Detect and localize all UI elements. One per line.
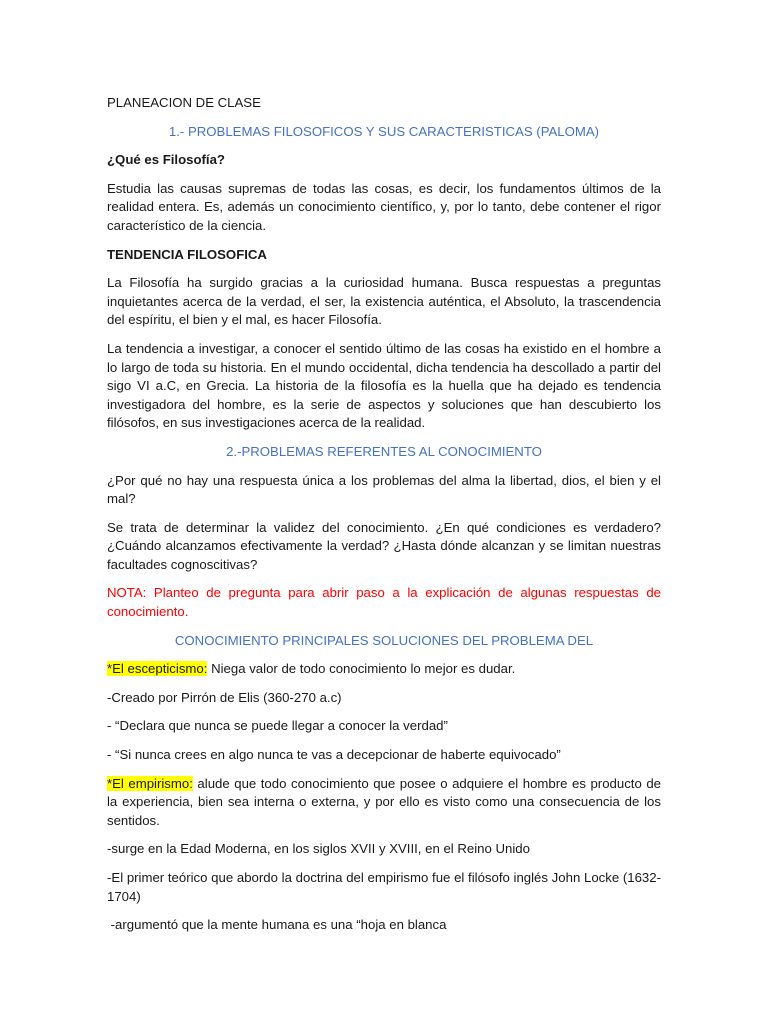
escepticismo-text: Niega valor de todo conocimiento lo mejor es dudar. (207, 661, 516, 677)
paragraph-historia: La tendencia a investigar, a conocer el sentido último de las cosas ha existido en el hombre a lo largo de toda su historia. En el mundo occidental, dicha tendencia ha descollado a partir del sigo VI a.C, en Grecia. La historia de la filosofía es la huella que ha dejado es tendencia investigadora del hombre, es la serie de aspectos y soluciones que han descubierto los filósofos, en sus investigaciones acerca de la realidad. (107, 340, 661, 431)
paragraph-validez: Se trata de determinar la validez del conocimiento. ¿En qué condiciones es verdadero? ¿Cuándo alcanzamos efectivamente la verdad? ¿Hasta dónde alcanzan y se limitan nuestras facultades cognoscitivas? (107, 519, 661, 572)
subheading-tendencia: TENDENCIA FILOSOFICA (107, 246, 267, 262)
doc-title: PLANEACION DE CLASE (107, 95, 261, 110)
escepticismo-definition (107, 660, 661, 679)
section-heading-1: 1.- PROBLEMAS FILOSOFICOS Y SUS CARACTERISTICAS (PALOMA) (168, 123, 600, 139)
question-heading: ¿Qué es Filosofía? (107, 152, 225, 168)
paragraph-curiosidad: La Filosofía ha surgido gracias a la curiosidad humana. Busca respuestas a preguntas inquietantes acerca de la verdad, el ser, la existencia auténtica, el Absoluto, la trascendencia del espíritu, el bien y el mal, es hacer Filosofía. (107, 275, 661, 328)
escepticismo-item-1: -Creado por Pirrón de Elis (360-270 a.c) (107, 689, 342, 705)
escepticismo-term: *El escepticismo: (107, 661, 208, 677)
section-heading-3: CONOCIMIENTO PRINCIPALES SOLUCIONES DEL PROBLEMA DEL (174, 632, 594, 648)
empirismo-text: alude que todo conocimiento que posee o adquiere el hombre es producto de la experiencia, bien sea interna o externa, y por ello es visto como una consecuencia de los sentidos. (107, 775, 661, 828)
escepticismo-item-3: - “Si nunca crees en algo nunca te vas a decepcionar de haberte equivocado” (107, 747, 561, 763)
section-heading-2: 2.-PROBLEMAS REFERENTES AL CONOCIMIENTO (226, 443, 542, 459)
paragraph-definition: Estudia las causas supremas de todas las cosas, es decir, los fundamentos últimos de la realidad entera. Es, además un conocimiento científico, y, por lo tanto, debe contener el rigor característico de la ciencia. (107, 180, 661, 233)
empirismo-item-3: -argumentó que la mente humana es una “hoja en blanca (107, 917, 447, 933)
empirismo-definition (107, 775, 661, 831)
empirismo-term: *El empirismo: (107, 775, 193, 791)
empirismo-item-2: -El primer teórico que abordo la doctrina del empirismo fue el filósofo inglés John Locke (1632-1704) (107, 870, 661, 904)
empirismo-item-1: -surge en la Edad Moderna, en los siglos XVII y XVIII, en el Reino Unido (107, 841, 530, 857)
escepticismo-item-2: - “Declara que nunca se puede llegar a conocer la verdad” (107, 718, 448, 734)
note-paragraph: NOTA: Planteo de pregunta para abrir paso a la explicación de algunas respuestas de conocimiento. (107, 585, 661, 620)
question-paragraph: ¿Por qué no hay una respuesta única a los problemas del alma la libertad, dios, el bien y el mal? (107, 472, 661, 507)
